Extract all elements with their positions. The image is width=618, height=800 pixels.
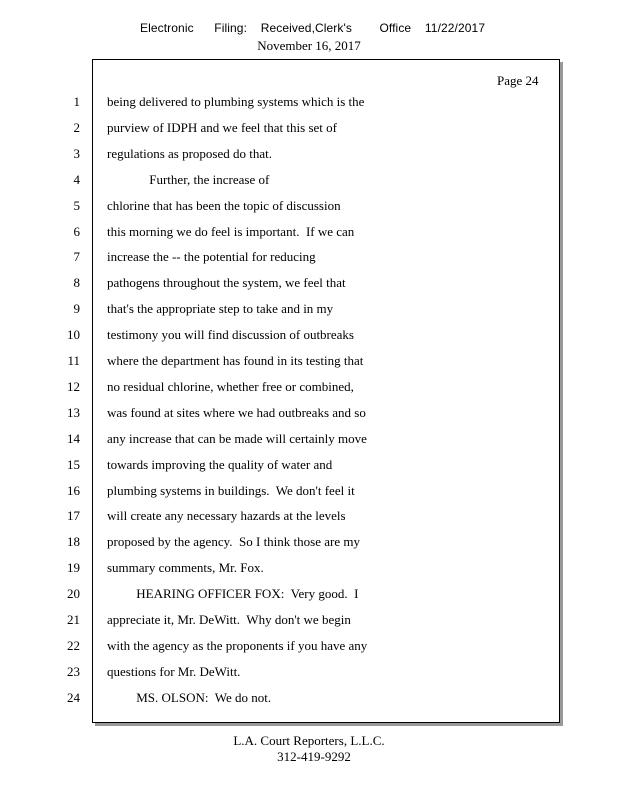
line-text: MS. OLSON: We do not. bbox=[107, 689, 272, 705]
line-text: where the department has found in its testing that bbox=[107, 353, 364, 368]
transcript-line bbox=[0, 348, 618, 374]
line-text: HEARING OFFICER FOX: Very good. I bbox=[107, 586, 359, 602]
line-text: testimony you will find discussion of outbreaks bbox=[107, 327, 354, 343]
line-number: 3 bbox=[73, 145, 80, 161]
line-text: purview of IDPH and we feel that this set of bbox=[107, 119, 337, 135]
line-text: will create any necessary hazards at the levels bbox=[107, 508, 346, 524]
line-number: 8 bbox=[73, 275, 80, 291]
transcript-line bbox=[0, 529, 618, 555]
transcript-line bbox=[0, 426, 618, 452]
line-number: 21 bbox=[67, 612, 80, 627]
line-number: 14 bbox=[67, 430, 80, 446]
line-number: 20 bbox=[67, 586, 80, 602]
transcript-line bbox=[0, 270, 618, 296]
line-text: with the agency as the proponents if you have any bbox=[107, 637, 368, 653]
hearing-date: November 16, 2017 bbox=[257, 38, 361, 53]
line-number: 5 bbox=[73, 197, 80, 213]
line-number: 19 bbox=[67, 560, 80, 576]
line-number: 9 bbox=[73, 301, 80, 317]
line-text: no residual chlorine, whether free or combined, bbox=[107, 378, 354, 394]
transcript-line bbox=[0, 115, 618, 141]
footer-phone: 312-419-9292 bbox=[277, 749, 351, 764]
line-number: 17 bbox=[67, 508, 80, 524]
line-number: 16 bbox=[67, 482, 80, 498]
filing-stamp: Electronic Filing: Received,Clerk's Office 11/22/2017 bbox=[140, 21, 486, 35]
line-text: that's the appropriate step to take and in my bbox=[107, 301, 334, 317]
line-text: being delivered to plumbing systems which is the bbox=[107, 94, 365, 109]
line-number: 15 bbox=[67, 456, 80, 472]
line-text: Further, the increase of bbox=[107, 171, 270, 187]
line-number: 13 bbox=[67, 404, 80, 420]
line-number: 6 bbox=[73, 223, 80, 239]
transcript-line bbox=[0, 89, 618, 115]
line-text: plumbing systems in buildings. We don't feel it bbox=[107, 482, 355, 498]
transcript-line bbox=[0, 685, 618, 711]
transcript-line bbox=[0, 141, 618, 167]
line-number: 12 bbox=[67, 378, 80, 394]
transcript-line bbox=[0, 478, 618, 504]
line-text: pathogens throughout the system, we feel that bbox=[107, 275, 346, 291]
transcript-line bbox=[0, 296, 618, 322]
line-number: 11 bbox=[67, 353, 80, 368]
transcript-line bbox=[0, 400, 618, 426]
transcript-line bbox=[0, 193, 618, 219]
transcript-line bbox=[0, 244, 618, 270]
transcript-line bbox=[0, 167, 618, 193]
line-text: towards improving the quality of water and bbox=[107, 456, 333, 472]
transcript-line bbox=[0, 503, 618, 529]
line-text: questions for Mr. DeWitt. bbox=[107, 663, 241, 679]
transcript-line bbox=[0, 374, 618, 400]
line-text: appreciate it, Mr. DeWitt. Why don't we begin bbox=[107, 612, 351, 627]
transcript-line bbox=[0, 555, 618, 581]
page-number: Page 24 bbox=[497, 73, 539, 88]
line-text: this morning we do feel is important. If we can bbox=[107, 223, 355, 239]
line-text: was found at sites where we had outbreaks and so bbox=[107, 404, 366, 420]
transcript-line bbox=[0, 633, 618, 659]
transcript-line bbox=[0, 219, 618, 245]
footer-company: L.A. Court Reporters, L.L.C. bbox=[233, 733, 385, 748]
line-number: 10 bbox=[67, 327, 80, 343]
transcript-line bbox=[0, 659, 618, 685]
line-text: increase the -- the potential for reducing bbox=[107, 249, 316, 265]
line-number: 4 bbox=[73, 171, 80, 187]
line-text: proposed by the agency. So I think those are my bbox=[107, 534, 360, 550]
line-number: 23 bbox=[67, 663, 80, 679]
line-text: regulations as proposed do that. bbox=[107, 145, 272, 161]
line-number: 7 bbox=[73, 249, 80, 265]
line-text: any increase that can be made will certainly move bbox=[107, 430, 367, 446]
line-text: chlorine that has been the topic of discussion bbox=[107, 197, 341, 213]
line-text: summary comments, Mr. Fox. bbox=[107, 560, 264, 576]
transcript-line bbox=[0, 607, 618, 633]
transcript-line bbox=[0, 581, 618, 607]
transcript-line bbox=[0, 322, 618, 348]
line-number: 2 bbox=[73, 119, 80, 135]
line-number: 24 bbox=[67, 689, 80, 705]
line-number: 1 bbox=[73, 94, 80, 109]
transcript-line bbox=[0, 452, 618, 478]
line-number: 18 bbox=[67, 534, 80, 550]
line-number: 22 bbox=[67, 637, 80, 653]
